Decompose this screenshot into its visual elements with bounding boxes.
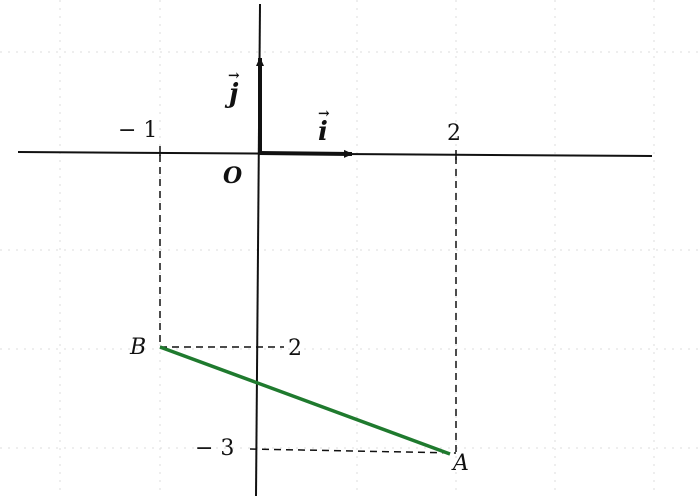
unit-vector-j-accent: → — [228, 68, 240, 84]
unit-vector-i-accent: → — [318, 106, 330, 122]
unit-vector-j-label: j — [229, 79, 239, 109]
x-tick-label-2: 2 — [447, 121, 461, 146]
unit-vector-i-label: i — [318, 117, 328, 147]
projection-a-horizontal — [250, 449, 456, 453]
projection-lines — [160, 155, 456, 453]
y-tick-label-minus-3: − 3 — [195, 436, 235, 461]
y-tick-label-minus-2: 2 — [288, 336, 302, 361]
origin-label: O — [223, 163, 243, 189]
unit-vector-i — [258, 153, 352, 154]
x-tick-label-minus-1: − 1 — [118, 118, 158, 143]
point-label-a: A — [453, 451, 469, 476]
point-label-b: B — [130, 335, 147, 360]
